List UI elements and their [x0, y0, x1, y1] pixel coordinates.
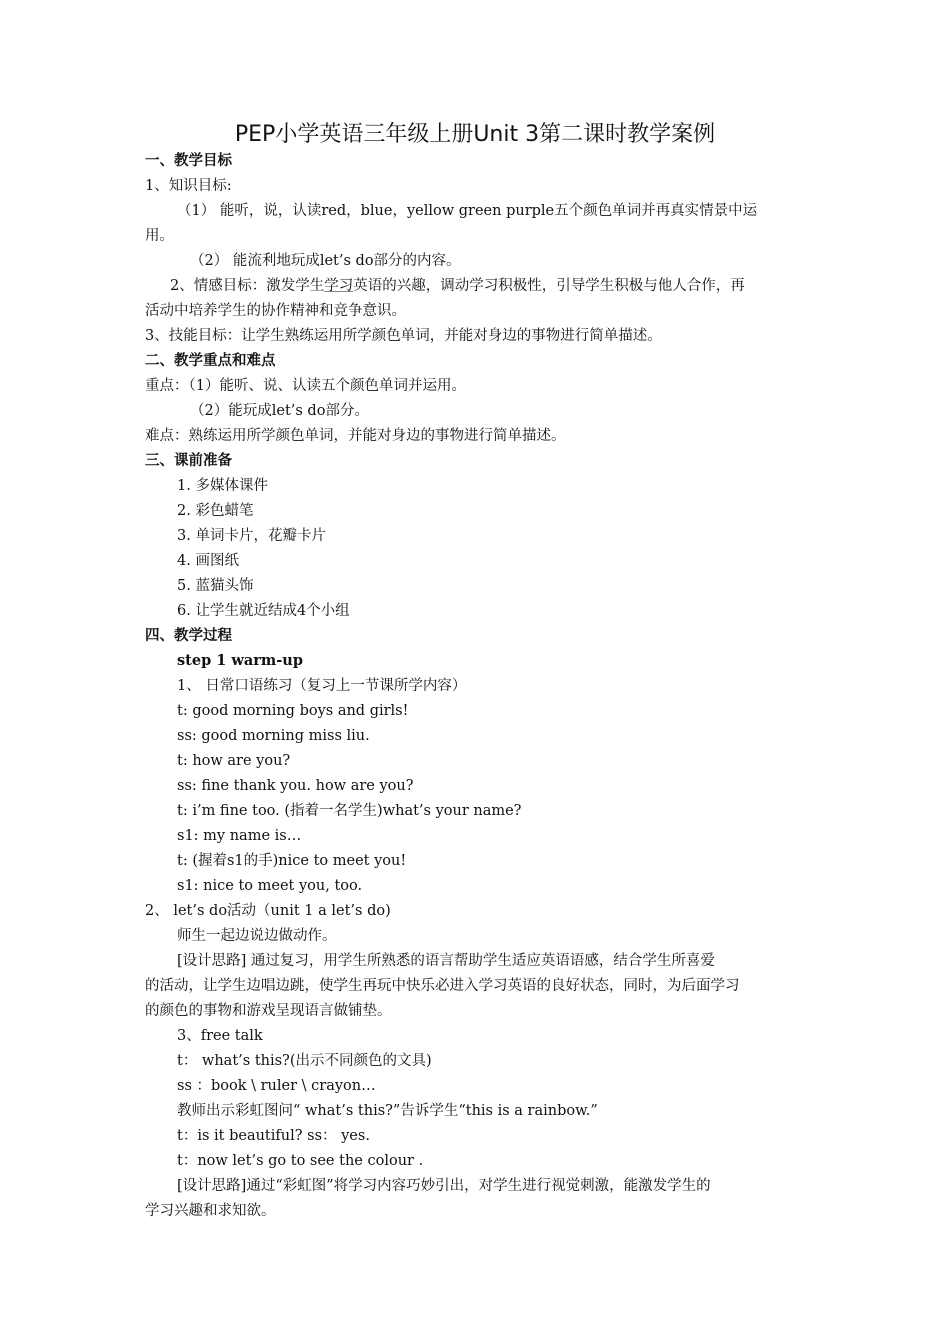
study-link[interactable]: 学习	[324, 278, 354, 294]
difficult-point: 难点：熟练运用所学颜色单词，并能对身边的事物进行简单描述。	[145, 428, 566, 444]
section-heading-key-points: 二、教学重点和难点	[145, 353, 276, 369]
objective-item-1-line1: （1） 能听，说，认读red，blue，yellow green purple五个颜色单词并再真实情景中运	[177, 203, 758, 219]
dialog-line: ss: good morning miss liu.	[177, 728, 370, 744]
talk-line: t：now let’s go to see the colour .	[177, 1153, 424, 1169]
design-note-1-line1: [设计思路] 通过复习，用学生所熟悉的语言帮助学生适应英语语感，结合学生所喜爱	[177, 953, 715, 969]
design-note-2-line1: [设计思路]通过“彩虹图”将学习内容巧妙引出，对学生进行视觉刺激，能激发学生的	[177, 1178, 711, 1194]
section-heading-process: 四、教学过程	[145, 628, 232, 644]
design-note-1-line3: 的颜色的事物和游戏呈现语言做铺垫。	[145, 1003, 392, 1019]
activity-2-text: 师生一起边说边做动作。	[177, 928, 337, 944]
objective-item-1-line2: 用。	[145, 228, 174, 244]
document-title: PEP小学英语三年级上册Unit 3第二课时教学案例	[234, 122, 716, 147]
objective-item-2: （2） 能流利地玩成let’s do部分的内容。	[190, 253, 461, 269]
prep-item: 1. 多媒体课件	[177, 478, 268, 494]
activity-3: 3、free talk	[177, 1028, 263, 1044]
prep-item: 2. 彩色蜡笔	[177, 503, 254, 519]
dialog-line: ss: fine thank you. how are you?	[177, 778, 414, 794]
section-heading-objectives: 一、教学目标	[145, 153, 232, 169]
dialog-line: t: i’m fine too. (指着一名学生)what’s your name?	[177, 803, 522, 819]
talk-line: 教师出示彩虹图问“ what’s this?”告诉学生“this is a rainbow.”	[177, 1103, 598, 1119]
knowledge-objective-label: 1、知识目标:	[145, 178, 232, 194]
affective-objective-line1	[170, 276, 745, 296]
key-point-1: 重点：（1）能听、说、认读五个颜色单词并运用。	[145, 378, 466, 394]
prep-item: 6. 让学生就近结成4个小组	[177, 603, 350, 619]
dialog-line: t: how are you?	[177, 753, 291, 769]
affective-objective-line2: 活动中培养学生的协作精神和竞争意识。	[145, 303, 406, 319]
design-note-2-line2: 学习兴趣和求知欲。	[145, 1203, 276, 1219]
talk-line: ss ：book \ ruler \ crayon…	[177, 1078, 376, 1094]
talk-line: t：is it beautiful? ss： yes.	[177, 1128, 370, 1144]
skill-objective: 3、技能目标：让学生熟练运用所学颜色单词，并能对身边的事物进行简单描述。	[145, 328, 662, 344]
prep-item: 5. 蓝猫头饰	[177, 578, 254, 594]
prep-item: 4. 画图纸	[177, 553, 239, 569]
section-heading-preparation: 三、课前准备	[145, 453, 232, 469]
dialog-line: t: good morning boys and girls!	[177, 703, 409, 719]
activity-2: 2、 let’s do活动（unit 1 a let’s do)	[145, 903, 391, 919]
talk-line: t： what’s this?(出示不同颜色的文具)	[177, 1053, 432, 1069]
affective-text-post: 英语的兴趣，调动学习积极性，引导学生积极与他人合作，再	[353, 278, 745, 294]
dialog-line: t: (握着s1的手)nice to meet you!	[177, 853, 407, 869]
dialog-line: s1: nice to meet you, too.	[177, 878, 363, 894]
step-1-heading: step 1 warm-up	[177, 652, 303, 669]
key-point-2: （2）能玩成let’s do部分。	[190, 403, 369, 419]
activity-1: 1、 日常口语练习（复习上一节课所学内容）	[177, 678, 467, 694]
prep-item: 3. 单词卡片，花瓣卡片	[177, 528, 326, 544]
design-note-1-line2: 的活动，让学生边唱边跳，使学生再玩中快乐必进入学习英语的良好状态，同时，为后面学习	[145, 978, 740, 994]
dialog-line: s1: my name is…	[177, 828, 302, 844]
affective-text-pre: 2、情感目标：激发学生	[170, 278, 325, 294]
